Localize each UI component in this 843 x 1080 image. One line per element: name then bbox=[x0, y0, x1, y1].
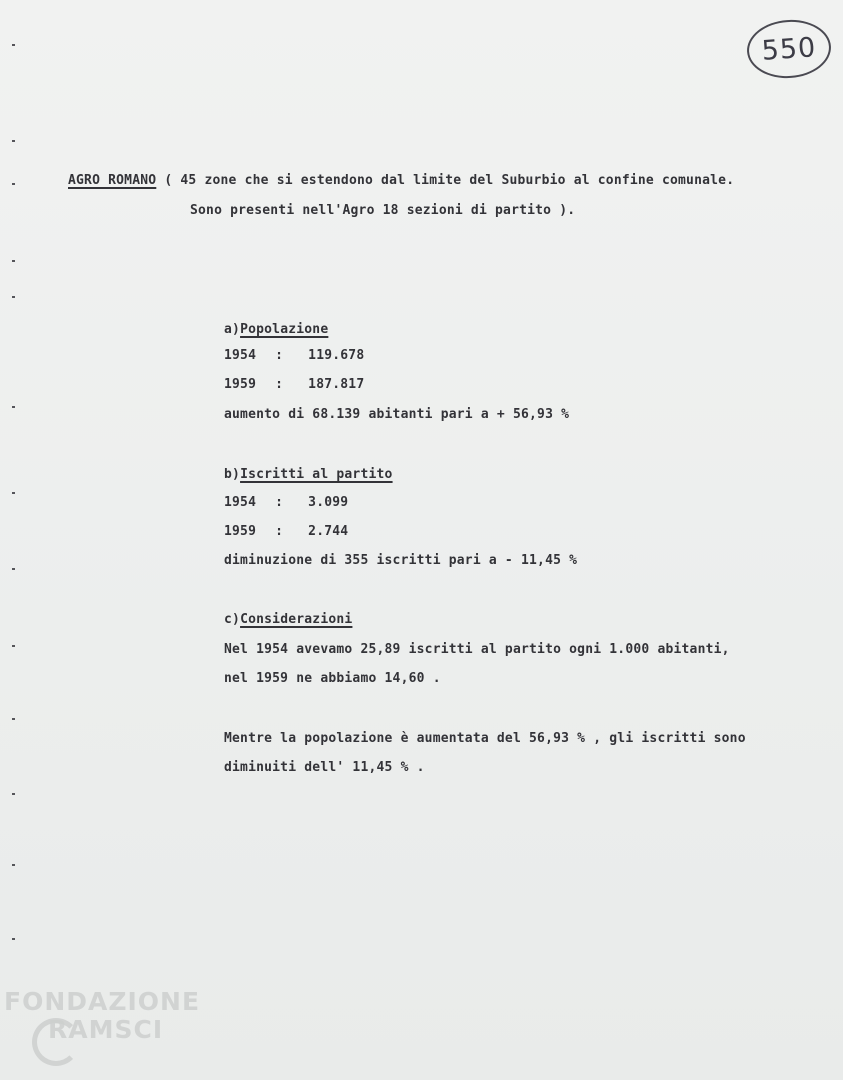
row-value: 3.099 bbox=[308, 495, 349, 510]
paragraph-line bbox=[224, 731, 746, 746]
page-number: 550 bbox=[760, 31, 818, 67]
margin-mark bbox=[12, 44, 15, 46]
row-sep: : bbox=[275, 495, 284, 510]
paragraph-line bbox=[224, 642, 730, 657]
margin-mark bbox=[12, 568, 15, 570]
margin-mark bbox=[12, 183, 15, 185]
table-row bbox=[224, 524, 348, 539]
section-a-summary bbox=[224, 407, 569, 422]
margin-mark bbox=[12, 938, 15, 940]
section-a-prefix: a) bbox=[224, 322, 241, 337]
watermark-line-1: FONDAZIONE bbox=[4, 987, 201, 1016]
table-row bbox=[224, 348, 364, 363]
header-text-1: ( 45 zone che si estendono dal limite del Suburbio al confine comunale. bbox=[164, 173, 735, 188]
section-b-heading bbox=[224, 467, 393, 482]
row-year: 1959 bbox=[224, 524, 257, 539]
section-c-heading bbox=[224, 612, 352, 627]
margin-mark bbox=[12, 140, 15, 142]
summary-text: aumento di 68.139 abitanti pari a + 56,93 % bbox=[224, 407, 570, 422]
paragraph-line bbox=[224, 671, 441, 686]
page-number-stamp bbox=[745, 17, 833, 81]
section-a-title: Popolazione bbox=[240, 322, 329, 337]
row-value: 119.678 bbox=[308, 348, 365, 363]
watermark-line-2: RAMSCI bbox=[48, 1015, 164, 1044]
table-row bbox=[224, 377, 364, 392]
section-b-title: Iscritti al partito bbox=[240, 467, 393, 482]
margin-mark bbox=[12, 718, 15, 720]
row-year: 1954 bbox=[224, 495, 257, 510]
margin-mark bbox=[12, 864, 15, 866]
row-value: 187.817 bbox=[308, 377, 365, 392]
paragraph-line bbox=[224, 760, 425, 775]
section-b-summary bbox=[224, 553, 577, 568]
header-line-2 bbox=[190, 203, 575, 218]
summary-text: diminuzione di 355 iscritti pari a - 11,45 % bbox=[224, 553, 578, 568]
paragraph-text: Nel 1954 avevamo 25,89 iscritti al partito ogni 1.000 abitanti, bbox=[224, 642, 730, 657]
row-year: 1954 bbox=[224, 348, 257, 363]
header-text-2: Sono presenti nell'Agro 18 sezioni di partito ). bbox=[190, 203, 576, 218]
margin-mark bbox=[12, 406, 15, 408]
margin-mark bbox=[12, 492, 15, 494]
margin-mark bbox=[12, 296, 15, 298]
row-value: 2.744 bbox=[308, 524, 349, 539]
section-b-prefix: b) bbox=[224, 467, 241, 482]
row-sep: : bbox=[275, 348, 284, 363]
document-title: AGRO ROMANO bbox=[68, 173, 157, 188]
header-line-1 bbox=[68, 173, 734, 188]
row-year: 1959 bbox=[224, 377, 257, 392]
paragraph-text: diminuiti dell' 11,45 % . bbox=[224, 760, 425, 775]
margin-mark bbox=[12, 645, 15, 647]
row-sep: : bbox=[275, 377, 284, 392]
table-row bbox=[224, 495, 348, 510]
margin-mark bbox=[12, 793, 15, 795]
watermark bbox=[4, 988, 200, 1044]
paragraph-text: nel 1959 ne abbiamo 14,60 . bbox=[224, 671, 441, 686]
section-c-prefix: c) bbox=[224, 612, 241, 627]
section-a-heading bbox=[224, 322, 328, 337]
row-sep: : bbox=[275, 524, 284, 539]
paragraph-text: Mentre la popolazione è aumentata del 56,93 % , gli iscritti sono bbox=[224, 731, 746, 746]
section-c-title: Considerazioni bbox=[240, 612, 353, 627]
margin-mark bbox=[12, 260, 15, 262]
